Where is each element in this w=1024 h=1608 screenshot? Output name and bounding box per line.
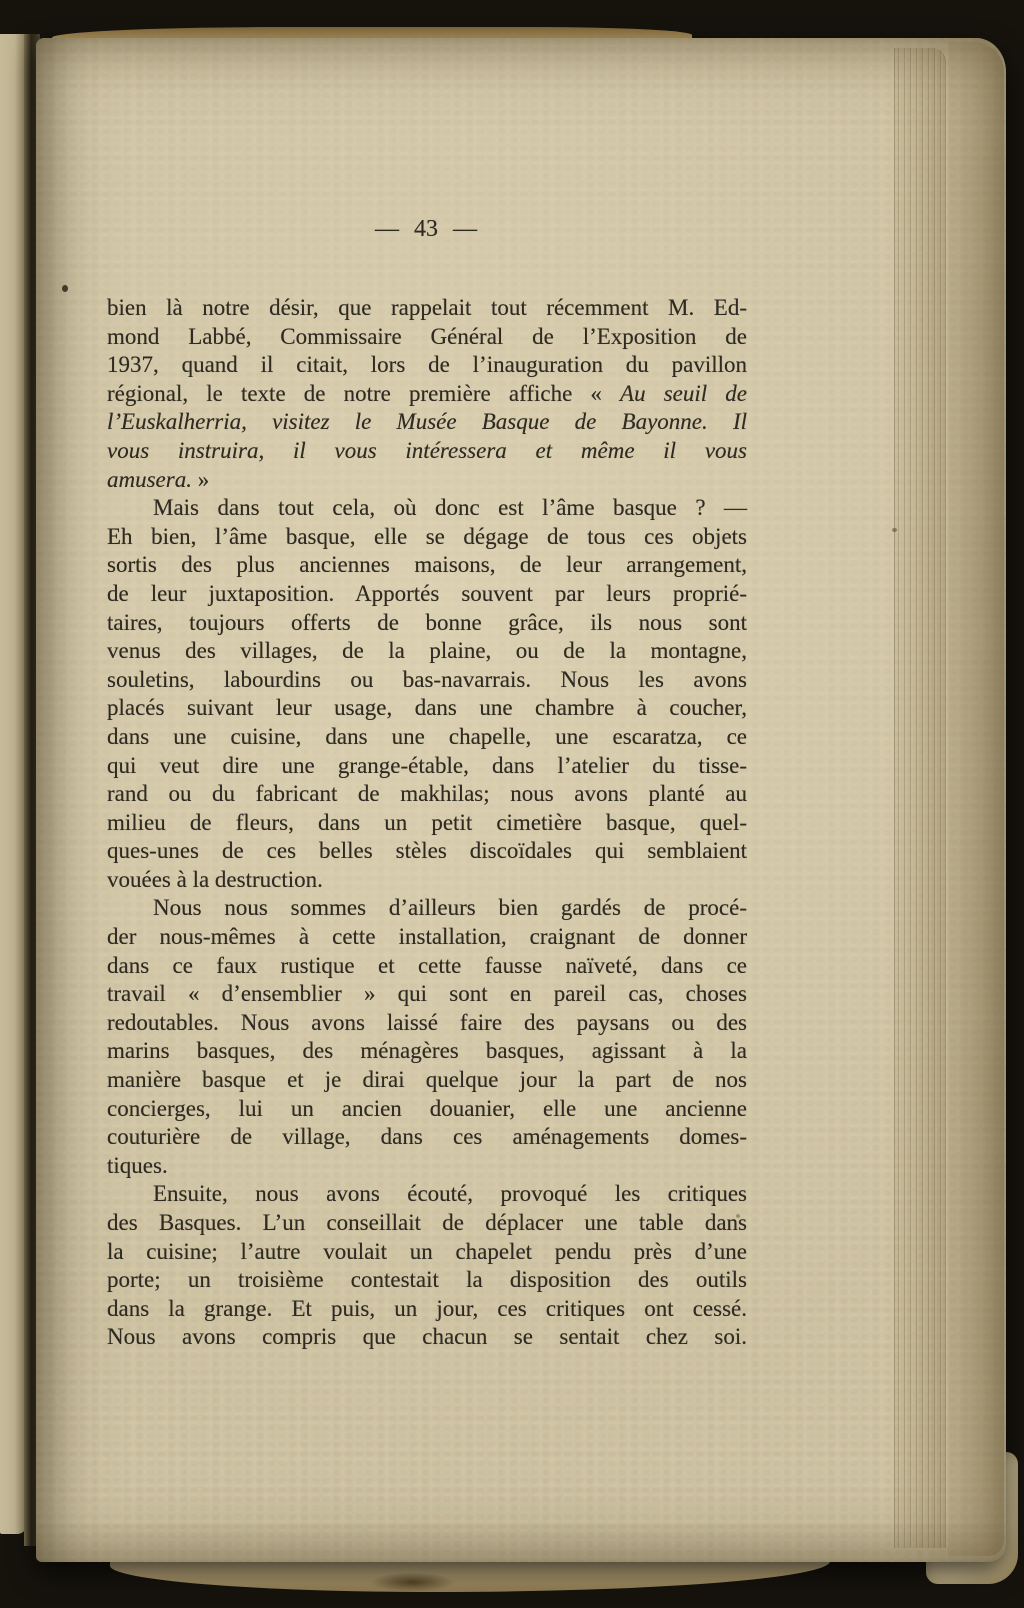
- text-line: [107, 1066, 747, 1095]
- italic-text-segment: amusera.: [107, 466, 192, 492]
- text-segment: ques-unes de ces belles stèles discoïdales qui semblaient: [107, 838, 747, 864]
- text-line: [107, 694, 747, 723]
- text-segment: sortis des plus anciennes maisons, de leur arrangement,: [107, 552, 747, 578]
- text-line: [107, 551, 747, 580]
- text-segment: milieu de fleurs, dans un petit cimetière basque, quel-: [107, 809, 747, 835]
- ink-speck: [62, 285, 68, 292]
- text-line: [107, 837, 747, 866]
- text-line: [107, 1037, 747, 1066]
- text-segment: des Basques. L’un conseillait de déplacer une table dans: [107, 1210, 747, 1235]
- text-segment: der nous-mêmes à cette installation, craignant de donner: [107, 924, 747, 950]
- text-segment: bien là notre désir, que rappelait tout récemment M. Ed-: [107, 295, 747, 320]
- text-line: [107, 1009, 747, 1038]
- text-line: [107, 1123, 747, 1152]
- page-outer-margin-strip: [948, 42, 1004, 1556]
- italic-text-segment: vous instruira, il vous intéressera et même il vous: [107, 437, 747, 463]
- text-line: [107, 723, 747, 752]
- text-line: [107, 1295, 747, 1324]
- text-line: [107, 1323, 747, 1352]
- text-line: [107, 923, 747, 952]
- text-line: [107, 780, 747, 809]
- text-segment: dans ce faux rustique et cette fausse naïveté, dans ce: [107, 952, 747, 978]
- text-line: [107, 380, 747, 409]
- text-segment: rand ou du fabricant de makhilas; nous avons planté au: [107, 781, 747, 807]
- text-line: [107, 666, 747, 695]
- paragraph: [107, 294, 747, 494]
- text-segment: manière basque et je dirai quelque jour la part de nos: [107, 1067, 747, 1093]
- paper-speck: [736, 1214, 740, 1218]
- text-segment: de leur juxtaposition. Apportés souvent par leurs proprié-: [107, 580, 747, 606]
- text-segment: marins basques, des ménagères basques, agissant à la: [107, 1038, 747, 1064]
- text-line: [107, 1180, 747, 1209]
- text-segment: Mais dans tout cela, où donc est l’âme basque ? —: [153, 495, 747, 521]
- text-segment: tiques.: [107, 1152, 168, 1178]
- text-line: [107, 1152, 747, 1181]
- page-edge-stack-lines: [894, 48, 946, 1548]
- text-segment: Nous avons compris que chacun se sentait chez soi.: [107, 1324, 747, 1350]
- text-line: [107, 980, 747, 1009]
- text-line: [107, 1095, 747, 1124]
- text-segment: vouées à la destruction.: [107, 866, 323, 892]
- book-page: [36, 38, 1006, 1562]
- text-segment: travail « d’ensemblier » qui sont en pareil cas, choses: [107, 981, 747, 1007]
- text-line: [107, 523, 747, 552]
- text-line: [107, 323, 747, 352]
- facing-page-sliver: [0, 34, 27, 1534]
- paragraph: [107, 494, 747, 894]
- text-line: [107, 609, 747, 638]
- text-segment: »: [191, 466, 210, 492]
- text-segment: couturière de village, dans ces aménagements domes-: [107, 1124, 747, 1150]
- text-segment: la cuisine; l’autre voulait un chapelet pendu près d’une: [107, 1238, 747, 1264]
- text-segment: taires, toujours offerts de bonne grâce, ils nous sont: [107, 609, 747, 635]
- paper-speck: [892, 528, 897, 532]
- text-line: [107, 294, 747, 323]
- text-segment: dans la grange. Et puis, un jour, ces critiques ont cessé.: [107, 1295, 747, 1321]
- text-line: [107, 866, 747, 895]
- text-segment: qui veut dire une grange-étable, dans l’atelier du tisse-: [107, 752, 747, 778]
- text-line: [107, 1209, 747, 1238]
- text-line: [107, 408, 747, 437]
- text-segment: venus des villages, de la plaine, ou de la montagne,: [107, 638, 747, 664]
- text-segment: placés suivant leur usage, dans une chambre à coucher,: [107, 695, 747, 721]
- text-line: [107, 1266, 747, 1295]
- text-block: [107, 294, 747, 1352]
- text-line: [107, 752, 747, 781]
- text-line: [107, 437, 747, 466]
- text-line: [107, 494, 747, 523]
- text-line: [107, 580, 747, 609]
- text-segment: mond Labbé, Commissaire Général de l’Exposition de: [107, 323, 747, 349]
- page-number: — 43 —: [375, 216, 477, 242]
- text-line: [107, 466, 747, 495]
- paragraph: [107, 1180, 747, 1352]
- text-segment: Eh bien, l’âme basque, elle se dégage de tous ces objets: [107, 523, 747, 549]
- text-segment: porte; un troisième contestait la disposition des outils: [107, 1267, 747, 1293]
- text-line: [107, 952, 747, 981]
- italic-text-segment: Au seuil de: [620, 380, 748, 406]
- text-line: [107, 1238, 747, 1267]
- text-segment: régional, le texte de notre première affiche «: [107, 380, 621, 406]
- text-segment: 1937, quand il citait, lors de l’inauguration du pavillon: [107, 352, 747, 378]
- text-segment: redoutables. Nous avons laissé faire des paysans ou des: [107, 1009, 747, 1035]
- text-segment: concierges, lui un ancien douanier, elle une ancienne: [107, 1095, 747, 1121]
- text-line: [107, 894, 747, 923]
- text-line: [107, 809, 747, 838]
- text-segment: Nous nous sommes d’ailleurs bien gardés de procé-: [153, 895, 747, 921]
- paragraph: [107, 894, 747, 1180]
- text-segment: Ensuite, nous avons écouté, provoqué les critiques: [153, 1181, 747, 1207]
- text-line: [107, 351, 747, 380]
- text-segment: souletins, labourdins ou bas-navarrais. Nous les avons: [107, 666, 747, 692]
- italic-text-segment: l’Euskalherria, visitez le Musée Basque de Bayonne. Il: [107, 409, 747, 435]
- text-segment: dans une cuisine, dans une chapelle, une escaratza, ce: [107, 723, 747, 749]
- text-line: [107, 637, 747, 666]
